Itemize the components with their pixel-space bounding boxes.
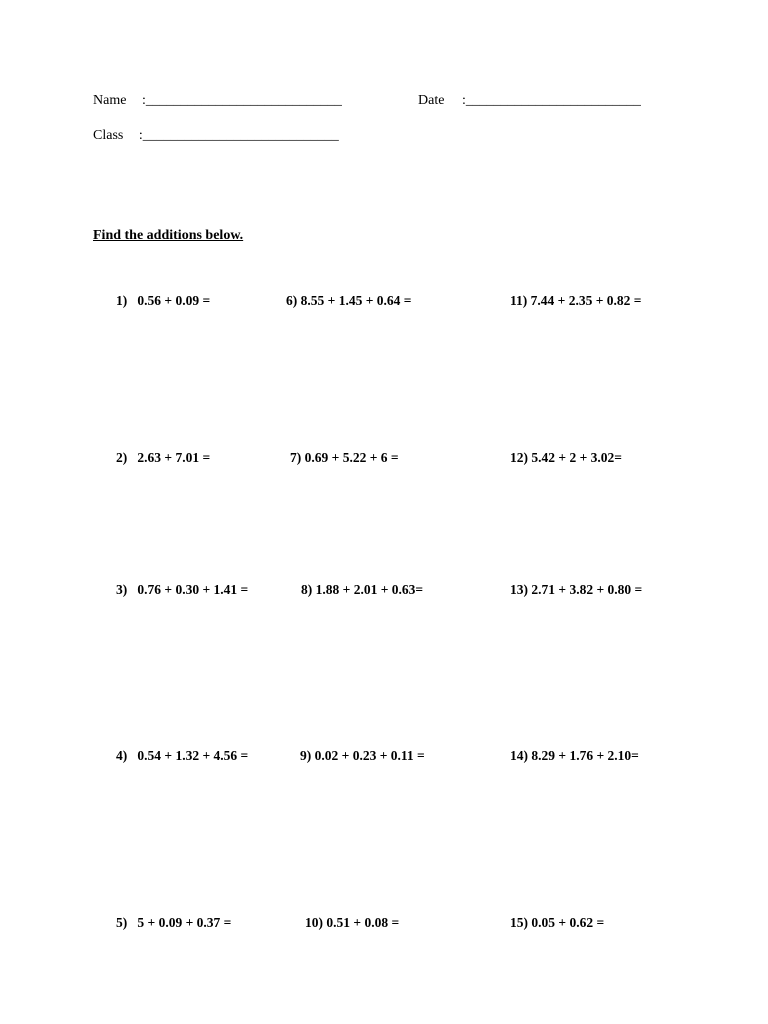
- date-separator: :: [461, 93, 466, 108]
- problem-4: 4) 0.54 + 1.32 + 4.56 =: [116, 748, 249, 763]
- date-label: Date: [418, 93, 445, 108]
- problem-9: 9) 0.02 + 0.23 + 0.11 =: [300, 748, 425, 763]
- problem-1: 1) 0.56 + 0.09 =: [116, 293, 211, 308]
- name-field[interactable]: [93, 93, 342, 109]
- class-blank-line[interactable]: ____________________________: [142, 128, 339, 143]
- problem-12: 12) 5.42 + 2 + 3.02=: [510, 450, 622, 465]
- name-blank-line[interactable]: ____________________________: [145, 93, 342, 108]
- problem-3: 3) 0.76 + 0.30 + 1.41 =: [116, 582, 249, 597]
- class-separator: :: [138, 128, 143, 143]
- name-separator: :: [141, 93, 146, 108]
- class-label: Class: [93, 128, 124, 143]
- problem-7: 7) 0.69 + 5.22 + 6 =: [290, 450, 399, 465]
- instructions-heading: Find the additions below.: [93, 228, 244, 243]
- name-label: Name: [93, 93, 127, 108]
- problem-2: 2) 2.63 + 7.01 =: [116, 450, 211, 465]
- problem-8: 8) 1.88 + 2.01 + 0.63=: [301, 582, 424, 597]
- problem-13: 13) 2.71 + 3.82 + 0.80 =: [510, 582, 643, 597]
- problem-15: 15) 0.05 + 0.62 =: [510, 915, 605, 930]
- date-blank-line[interactable]: _________________________: [465, 93, 641, 108]
- problem-6: 6) 8.55 + 1.45 + 0.64 =: [286, 293, 412, 308]
- problem-5: 5) 5 + 0.09 + 0.37 =: [116, 915, 232, 930]
- problem-11: 11) 7.44 + 2.35 + 0.82 =: [510, 293, 642, 308]
- problem-10: 10) 0.51 + 0.08 =: [305, 915, 400, 930]
- class-field[interactable]: [93, 128, 339, 144]
- date-field[interactable]: [418, 93, 641, 109]
- problem-14: 14) 8.29 + 1.76 + 2.10=: [510, 748, 639, 763]
